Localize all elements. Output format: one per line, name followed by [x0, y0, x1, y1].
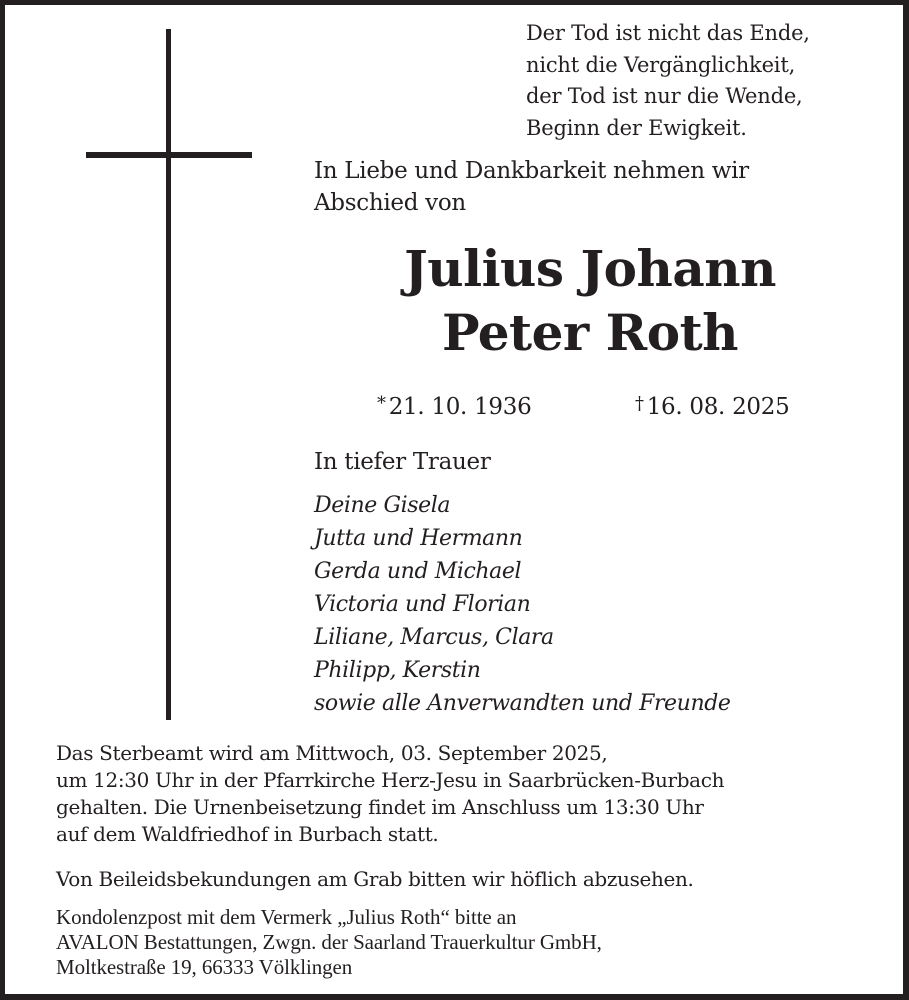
service-line: um 12:30 Uhr in der Pfarrkirche Herz-Jesu in Saarbrücken-Burbach: [56, 768, 725, 792]
birth-date-value: 21. 10. 1936: [388, 394, 532, 420]
service-details: [56, 740, 724, 848]
mourner-item: Philipp, Kerstin: [314, 658, 481, 683]
condolence-line: Moltkestraße 19, 66333 Völklingen: [56, 955, 353, 979]
service-line: Das Sterbeamt wird am Mittwoch, 03. September 2025,: [56, 741, 608, 765]
mourner-item: Deine Gisela: [314, 493, 451, 518]
poem-line: Beginn der Ewigkeit.: [526, 115, 747, 140]
name-line-2: Peter Roth: [441, 303, 739, 362]
mourning-heading: In tiefer Trauer: [314, 449, 491, 475]
condolence-line: Kondolenzpost mit dem Vermerk „Julius Roth“ bitte an: [56, 905, 517, 929]
birth-star-icon: *: [377, 393, 386, 414]
death-date-value: 16. 08. 2025: [646, 394, 790, 420]
intro-text: [314, 155, 749, 219]
death-date: [635, 388, 789, 423]
service-line: gehalten. Die Urnenbeisetzung findet im Anschluss um 13:30 Uhr: [56, 795, 704, 819]
condolence-line: AVALON Bestattungen, Zwgn. der Saarland Trauerkultur GmbH,: [56, 930, 602, 954]
cross-icon-horizontal-bar: [86, 152, 252, 158]
poem-line: nicht die Vergänglichkeit,: [526, 52, 796, 77]
mourner-item: Liliane, Marcus, Clara: [314, 625, 554, 650]
condolence-address: [56, 905, 602, 980]
mourner-item: Gerda und Michael: [314, 559, 522, 584]
mourner-item: Jutta und Hermann: [314, 526, 523, 551]
poem: [526, 18, 810, 144]
birth-date: [377, 388, 531, 423]
mourner-item: Victoria und Florian: [314, 592, 531, 617]
deceased-name: [335, 237, 845, 365]
poem-line: Der Tod ist nicht das Ende,: [526, 21, 810, 45]
intro-line: Abschied von: [314, 190, 466, 216]
cross-icon-vertical-bar: [166, 29, 171, 720]
poem-line: der Tod ist nur die Wende,: [526, 84, 803, 108]
service-line: auf dem Waldfriedhof in Burbach statt.: [56, 822, 439, 846]
mourner-item: sowie alle Anverwandten und Freunde: [314, 691, 731, 716]
intro-line: In Liebe und Dankbarkeit nehmen wir: [314, 158, 749, 184]
name-line-1: Julius Johann: [404, 239, 776, 298]
condolence-request: Von Beileidsbekundungen am Grab bitten wir höflich abzusehen.: [56, 867, 694, 891]
mourners-list: [314, 489, 731, 720]
death-dagger-icon: †: [635, 393, 644, 414]
